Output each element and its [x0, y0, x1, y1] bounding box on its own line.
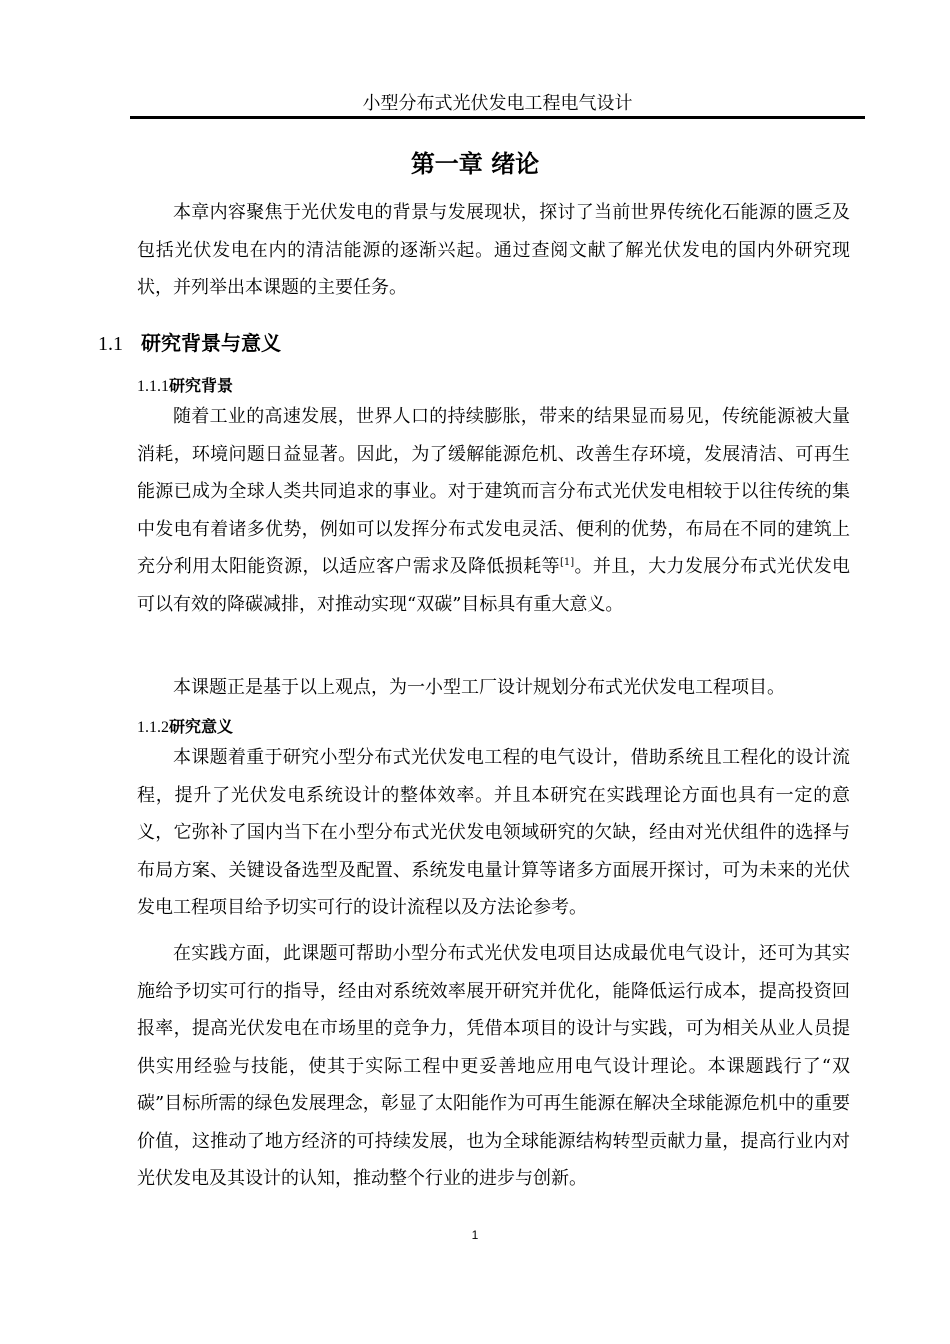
paragraph-text: 随着工业的高速发展，世界人口的持续膨胀，带来的结果显而易见，传统能源被大量消耗，环境问题日益显著。因此，为了缓解能源危机、改善生存环境，发展清洁、可再生能源已成为全球人类共同追求的事业。对于建筑而言分布式光伏发电相较于以往传统的集中发电有着诸多优势，例如可以发挥分布式发电灵活、便利的优势，布局在不同的建筑上充分利用太阳能资源，以适应客户需求及降低损耗等 [137, 406, 850, 577]
subsection-heading-1-1-2 [137, 716, 233, 739]
chapter-title: 第一章 绪论 [410, 150, 540, 178]
section-heading-1-1 [98, 329, 281, 358]
intro-paragraph: 本章内容聚焦于光伏发电的背景与发展现状，探讨了当前世界传统化石能源的匮乏及包括光伏发电在内的清洁能源的逐渐兴起。通过查阅文献了解光伏发电的国内外研究现状，并列举出本课题的主要任务。 [137, 202, 850, 298]
subsection-title: 研究背景 [169, 376, 234, 395]
subsection-heading-1-1-1 [137, 375, 233, 398]
significance-paragraph: 本课题着重于研究小型分布式光伏发电工程的电气设计，借助系统且工程化的设计流程，提升了光伏发电系统设计的整体效率。并且本研究在实践理论方面也具有一定的意义，它弥补了国内当下在小型分布式光伏发电领域研究的欠缺，经由对光伏组件的选择与布局方案、关键设备选型及配置、系统发电量计算等诸多方面展开探讨，可为未来的光伏发电工程项目给予切实可行的设计流程以及方法论参考。 [137, 747, 850, 918]
subsection-title: 研究意义 [169, 717, 234, 736]
header-rule [130, 116, 865, 119]
paragraph-text: 。并且，大力发展分布式光伏发电可以有效的降碳减排，对推动实现“双碳”目标具有重大意义。 [137, 556, 851, 615]
citation: [1] [559, 557, 575, 568]
section-title: 研究背景与意义 [141, 331, 281, 355]
subsection-number: 1.1.1 [137, 378, 169, 395]
running-header: 小型分布式光伏发电工程电气设计 [362, 93, 633, 114]
section-number: 1.1 [98, 333, 123, 355]
background-paragraph [137, 398, 850, 623]
page-number: 1 [471, 1228, 479, 1242]
background-paragraph-2: 本课题正是基于以上观点，为一小型工厂设计规划分布式光伏发电工程项目。 [173, 677, 785, 698]
subsection-number: 1.1.2 [137, 719, 169, 736]
significance-paragraph-2: 在实践方面，此课题可帮助小型分布式光伏发电项目达成最优电气设计，还可为其实施给予切实可行的指导，经由对系统效率展开研究并优化，能降低运行成本，提高投资回报率，提高光伏发电在市场里的竞争力，凭借本项目的设计与实践，可为相关从业人员提供实用经验与技能，使其于实际工程中更妥善地应用电气设计理论。本课题践行了“双碳”目标所需的绿色发展理念，彰显了太阳能作为可再生能源在解决全球能源危机中的重要价值，这推动了地方经济的可持续发展，也为全球能源结构转型贡献力量，提高行业内对光伏发电及其设计的认知，推动整个行业的进步与创新。 [137, 943, 850, 1189]
